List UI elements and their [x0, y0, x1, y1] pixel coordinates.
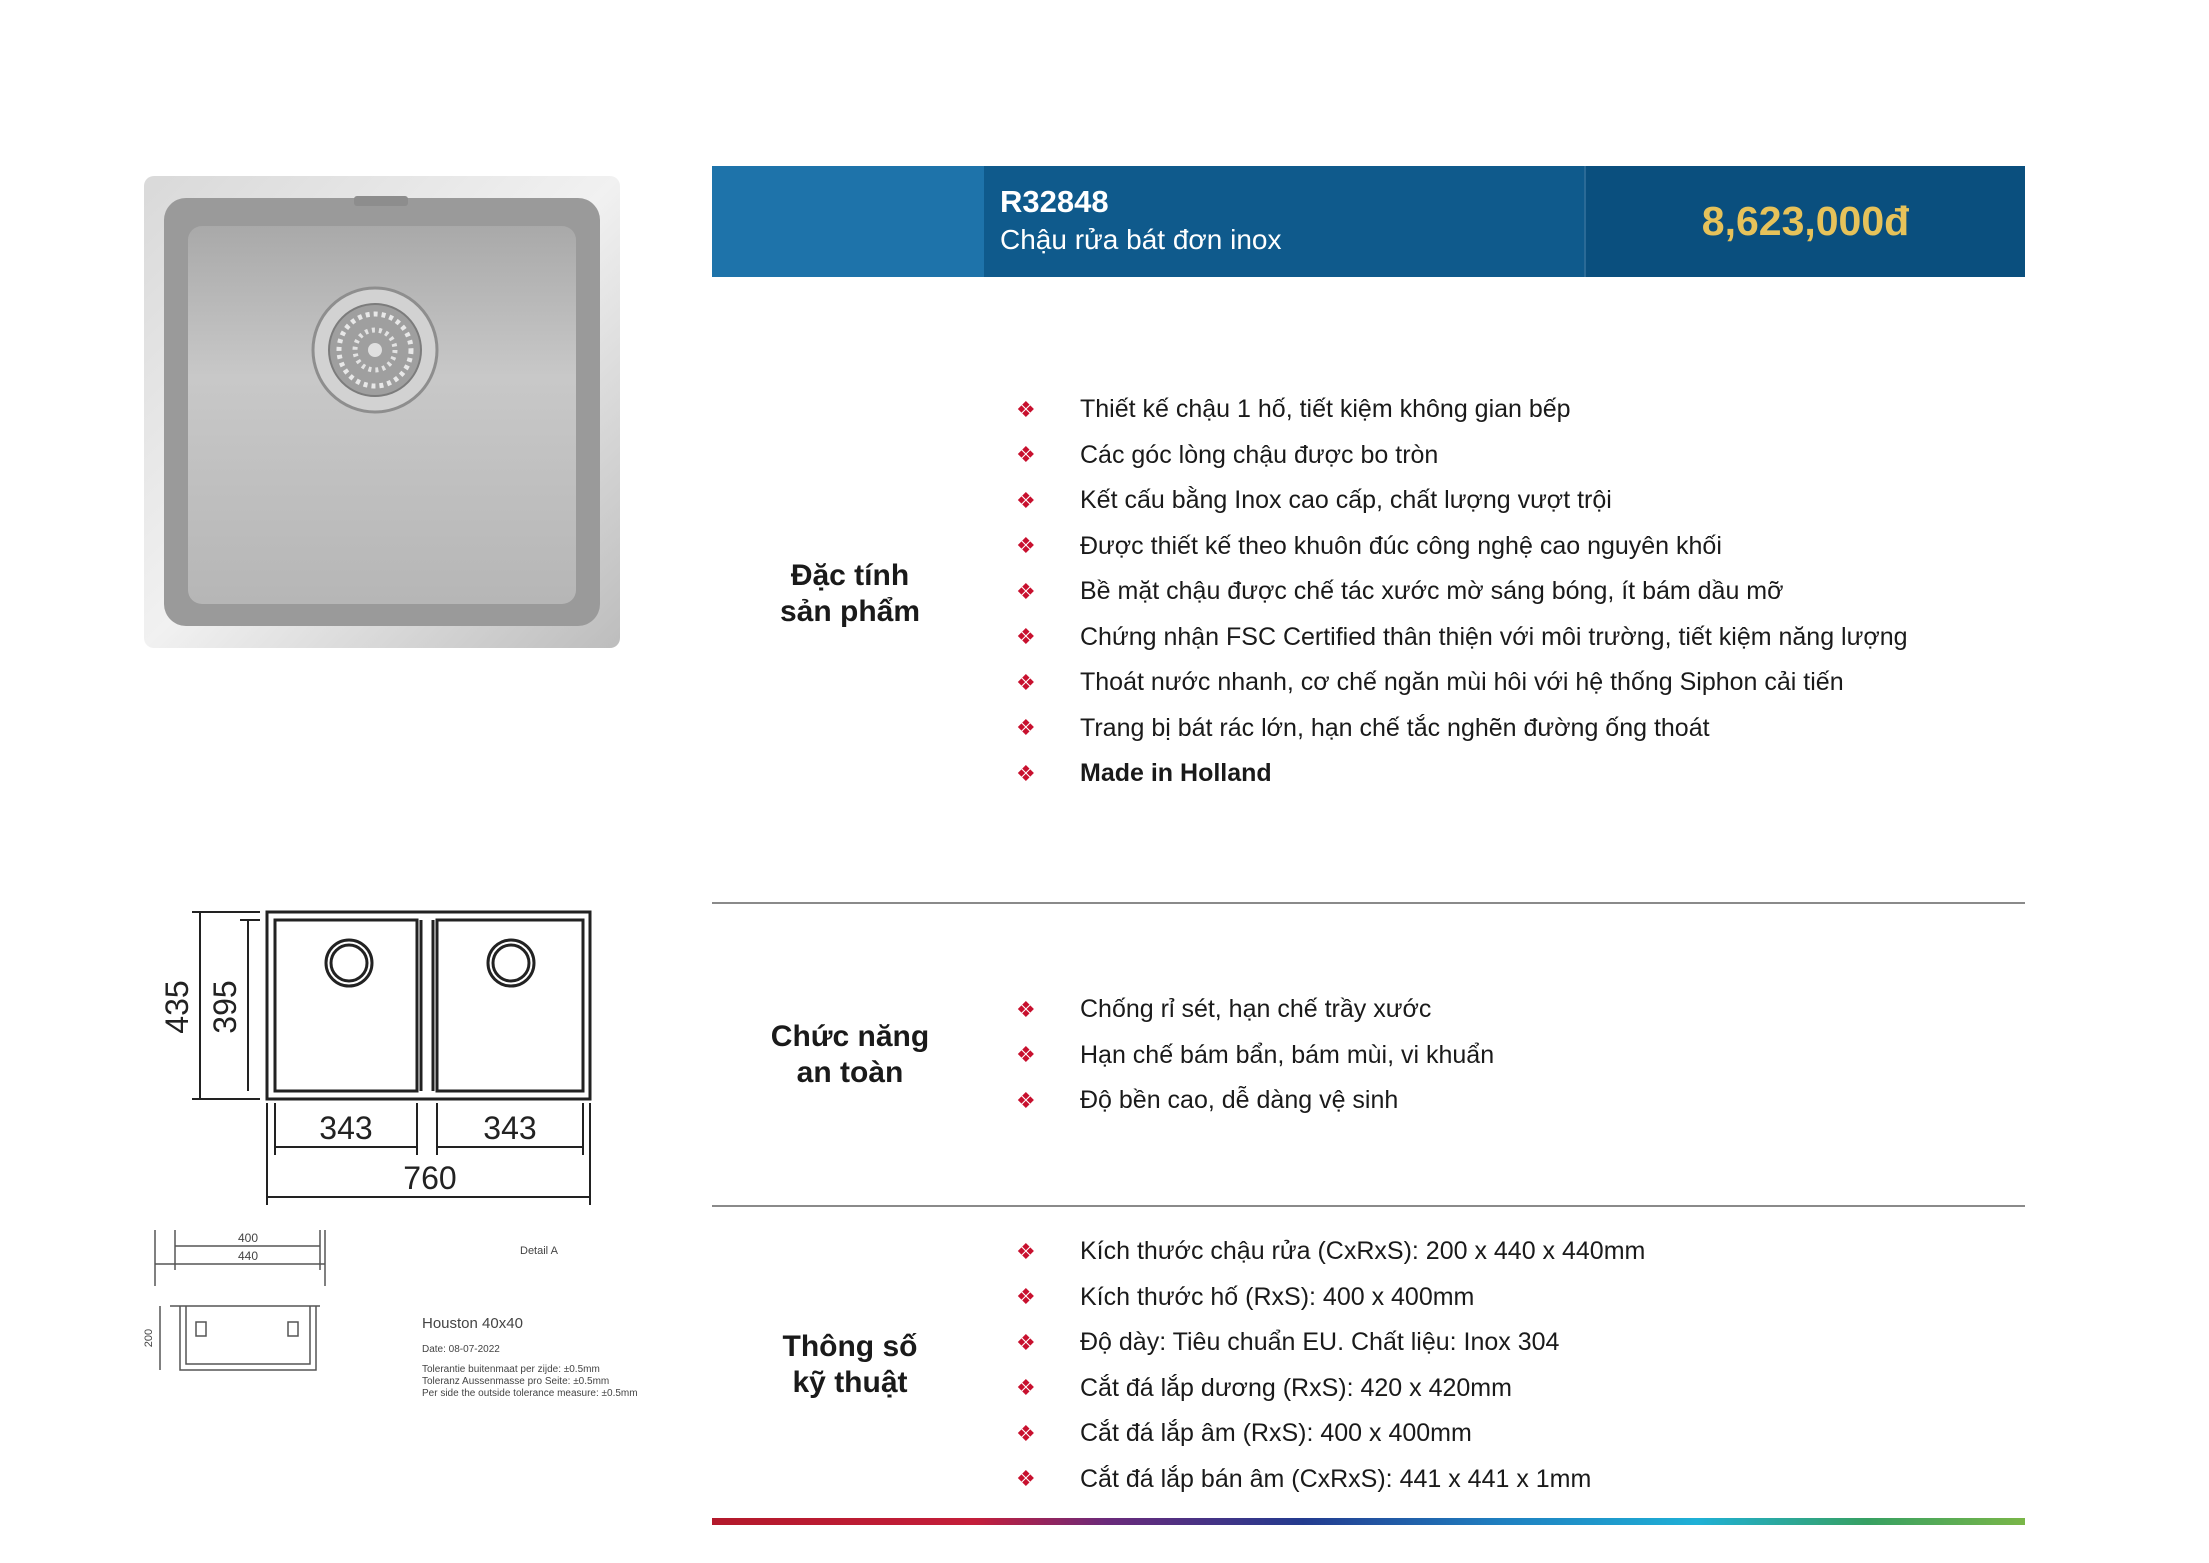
list-item	[1012, 1457, 1645, 1503]
date-label: Date: 08-07-2022	[422, 1344, 500, 1355]
list-item-text: Made in Holland	[1080, 759, 1272, 788]
list-item	[1012, 478, 1908, 524]
diamond-bullet-icon: ❖	[1016, 1284, 1036, 1310]
list-item-text: Cắt đá lắp dương (RxS): 420 x 420mm	[1080, 1373, 1512, 1402]
dim-label: 200	[143, 1328, 155, 1348]
list-item	[1012, 1275, 1645, 1321]
list-item-text: Các góc lòng chậu được bo tròn	[1080, 440, 1439, 469]
section-title-line: Đặc tính	[790, 559, 910, 592]
list-item	[1012, 615, 1908, 661]
tolerance-text: Tolerantie buitenmaat per zijde: ±0.5mm	[422, 1364, 600, 1375]
section-title-features	[712, 558, 988, 630]
list-item-text: Hạn chế bám bẩn, bám mùi, vi khuẩn	[1080, 1040, 1495, 1069]
dim-label: 760	[403, 1160, 457, 1196]
diamond-bullet-icon: ❖	[1016, 442, 1036, 468]
list-item-text: Độ bền cao, dễ dàng vệ sinh	[1080, 1086, 1399, 1115]
list-item-text: Kích thước hố (RxS): 400 x 400mm	[1080, 1282, 1475, 1311]
product-code: R32848	[1000, 184, 1109, 219]
section-title-line: an toàn	[796, 1056, 904, 1089]
dim-label: 400	[237, 1231, 259, 1245]
diamond-bullet-icon: ❖	[1016, 487, 1036, 513]
dim-label: 435	[159, 980, 195, 1034]
diamond-bullet-icon: ❖	[1016, 715, 1036, 741]
diamond-bullet-icon: ❖	[1016, 533, 1036, 559]
list-item-text: Chứng nhận FSC Certified thân thiện với môi trường, tiết kiệm năng lượng	[1080, 622, 1908, 651]
product-title-block	[984, 166, 1584, 277]
specs-list	[1012, 1229, 1645, 1502]
list-item-text: Thoát nước nhanh, cơ chế ngăn mùi hôi với hệ thống Siphon cải tiến	[1080, 668, 1844, 697]
spec-sheet-drawing	[140, 1230, 700, 1430]
list-item	[1012, 660, 1908, 706]
dim-label: 343	[319, 1110, 373, 1146]
list-item-text: Bề mặt chậu được chế tác xước mờ sáng bóng, ít bám dầu mỡ	[1080, 577, 1784, 606]
section-title-specs	[712, 1329, 988, 1401]
list-item	[1012, 524, 1908, 570]
diamond-bullet-icon: ❖	[1016, 1042, 1036, 1068]
double-bowl-drawing	[140, 895, 610, 1215]
dim-label: 395	[207, 980, 243, 1034]
section-title-line: Thông số	[782, 1330, 918, 1363]
product-price: 8,623,000đ	[1701, 198, 1910, 244]
dim-label: 440	[237, 1249, 259, 1263]
price-block	[1584, 166, 2025, 277]
brand-color-stripe	[712, 1518, 2025, 1525]
diamond-bullet-icon: ❖	[1016, 996, 1036, 1022]
diamond-bullet-icon: ❖	[1016, 669, 1036, 695]
list-item	[1012, 569, 1908, 615]
list-item	[1012, 1229, 1645, 1275]
features-list	[1012, 387, 1908, 797]
list-item-text: Kết cấu bằng Inox cao cấp, chất lượng vượt trội	[1080, 486, 1612, 515]
list-item	[1012, 433, 1908, 479]
model-label: Houston 40x40	[422, 1315, 523, 1332]
diamond-bullet-icon: ❖	[1016, 1087, 1036, 1113]
list-item	[1012, 387, 1908, 433]
diamond-bullet-icon: ❖	[1016, 624, 1036, 650]
product-photo	[144, 176, 620, 648]
diamond-bullet-icon: ❖	[1016, 1420, 1036, 1446]
list-item-text: Kích thước chậu rửa (CxRxS): 200 x 440 x 440mm	[1080, 1237, 1646, 1266]
list-item	[1012, 1411, 1645, 1457]
header-accent-block	[712, 166, 984, 277]
list-item-text: Chống rỉ sét, hạn chế trầy xước	[1080, 995, 1432, 1024]
dim-label: 343	[483, 1110, 537, 1146]
list-item	[1012, 1078, 1494, 1124]
list-item	[1012, 706, 1908, 752]
section-divider	[712, 1205, 2025, 1207]
tolerance-text: Per side the outside tolerance measure: ±0.5mm	[422, 1388, 638, 1399]
list-item-text: Cắt đá lắp bán âm (CxRxS): 441 x 441 x 1mm	[1080, 1464, 1592, 1493]
diamond-bullet-icon: ❖	[1016, 578, 1036, 604]
diamond-bullet-icon: ❖	[1016, 1375, 1036, 1401]
section-title-line: kỹ thuật	[792, 1366, 908, 1399]
product-name: Chậu rửa bát đơn inox	[1000, 224, 1282, 255]
detail-label: Detail A	[520, 1245, 558, 1257]
list-item-text: Trang bị bát rác lớn, hạn chế tắc nghẽn đường ống thoát	[1080, 713, 1710, 742]
safety-list	[1012, 987, 1494, 1124]
section-title-safety	[712, 1019, 988, 1091]
list-item-text: Cắt đá lắp âm (RxS): 400 x 400mm	[1080, 1419, 1472, 1448]
tolerance-text: Toleranz Aussenmasse pro Seite: ±0.5mm	[422, 1376, 610, 1387]
diamond-bullet-icon: ❖	[1016, 760, 1036, 786]
section-divider	[712, 902, 2025, 904]
section-title-line: Chức năng	[770, 1020, 930, 1053]
list-item-text: Độ dày: Tiêu chuẩn EU. Chất liệu: Inox 304	[1080, 1328, 1560, 1357]
list-item	[1012, 1366, 1645, 1412]
list-item	[1012, 1320, 1645, 1366]
list-item-text: Được thiết kế theo khuôn đúc công nghệ cao nguyên khối	[1080, 531, 1722, 560]
list-item	[1012, 1033, 1494, 1079]
list-item	[1012, 987, 1494, 1033]
diamond-bullet-icon: ❖	[1016, 1238, 1036, 1264]
list-item	[1012, 751, 1908, 797]
diamond-bullet-icon: ❖	[1016, 396, 1036, 422]
product-header	[712, 166, 2025, 277]
section-title-line: sản phẩm	[779, 595, 921, 628]
list-item-text: Thiết kế chậu 1 hố, tiết kiệm không gian bếp	[1080, 395, 1571, 424]
diamond-bullet-icon: ❖	[1016, 1329, 1036, 1355]
diamond-bullet-icon: ❖	[1016, 1466, 1036, 1492]
